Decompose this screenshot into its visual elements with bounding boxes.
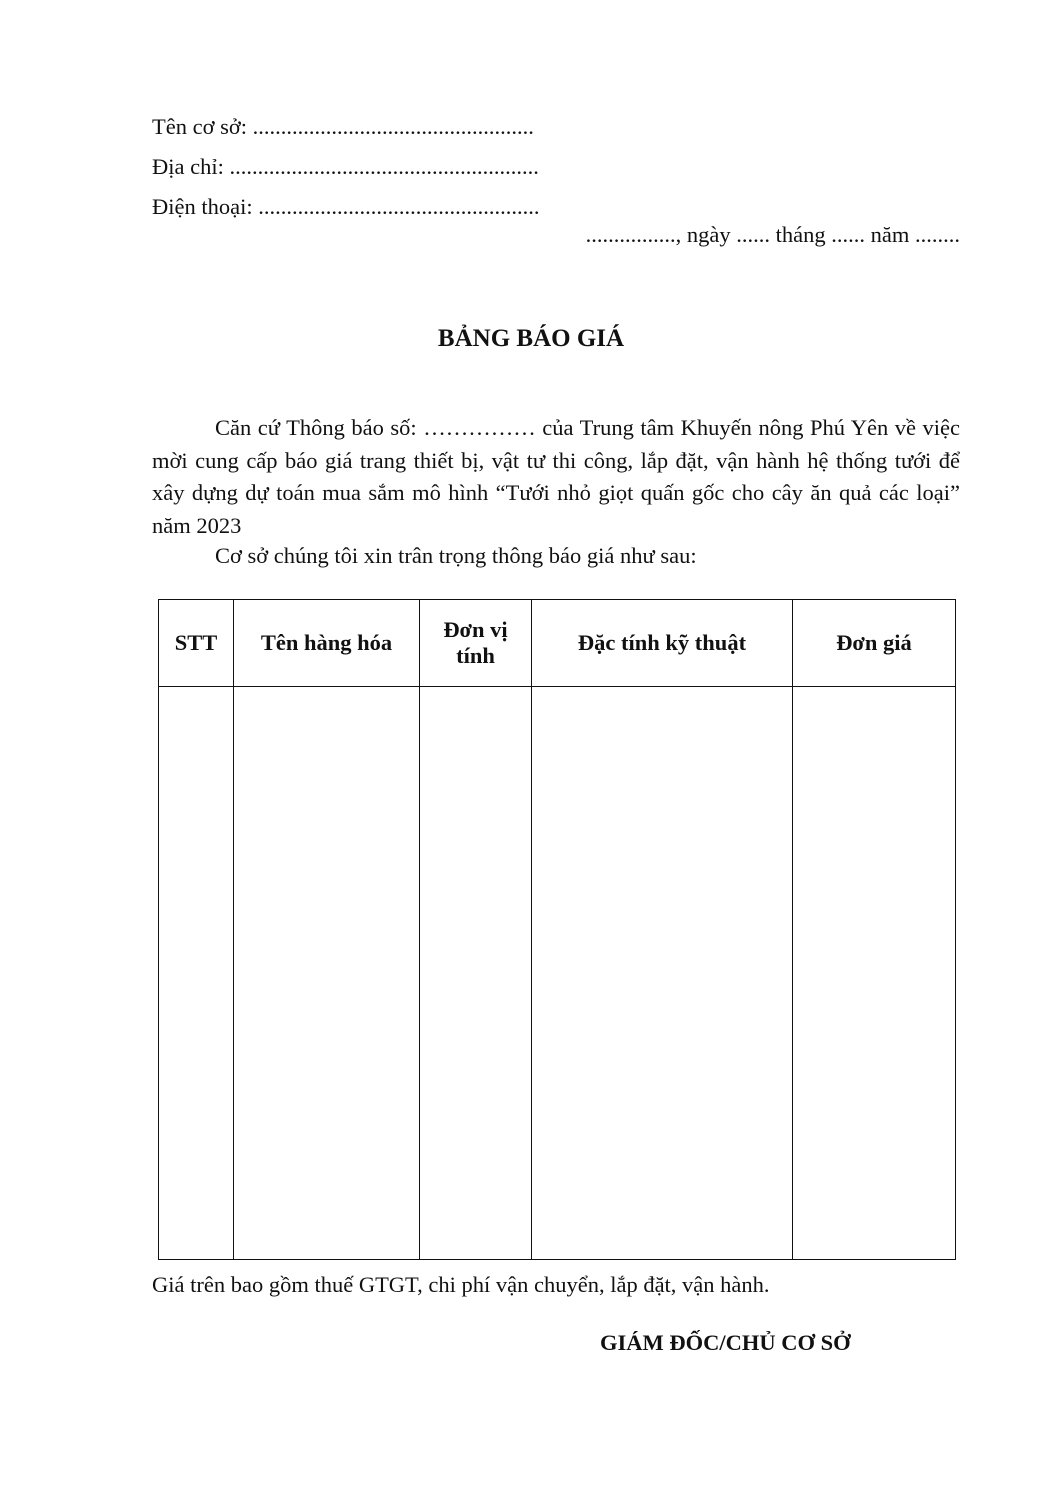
cell-unit-price bbox=[793, 687, 956, 1260]
header-item-name: Tên hàng hóa bbox=[234, 600, 420, 687]
address-line: Địa chỉ: ....................................................... bbox=[152, 154, 539, 179]
header-unit: Đơn vị tính bbox=[420, 600, 532, 687]
cell-stt bbox=[159, 687, 234, 1260]
intro-paragraph-2: Cơ sở chúng tôi xin trân trọng thông báo giá như sau: bbox=[215, 543, 697, 568]
phone-line: Điện thoại: .................................................. bbox=[152, 194, 540, 219]
document-title: BẢNG BÁO GIÁ bbox=[437, 325, 625, 352]
price-note: Giá trên bao gồm thuế GTGT, chi phí vận chuyển, lắp đặt, vận hành. bbox=[152, 1272, 770, 1297]
header-stt: STT bbox=[159, 600, 234, 687]
cell-specs bbox=[532, 687, 793, 1260]
header-specs: Đặc tính kỹ thuật bbox=[532, 600, 793, 687]
cell-unit bbox=[420, 687, 532, 1260]
intro-paragraph: Căn cứ Thông báo số: …………… của Trung tâm Khuyến nông Phú Yên về việc mời cung cấp báo giá trang thiết bị, vật tư thi công, lắp đặt, vận hành hệ thống tưới để xây dựng dự toán mua sắm mô hình “Tưới nhỏ giọt quấn gốc cho cây ăn quả các loại” năm 2023 bbox=[152, 415, 960, 538]
signature-title: GIÁM ĐỐC/CHỦ CƠ SỞ bbox=[600, 1330, 851, 1355]
date-line: ................, ngày ...... tháng ...... năm ........ bbox=[585, 222, 960, 247]
table-header-row bbox=[159, 600, 956, 687]
cell-item-name bbox=[234, 687, 420, 1260]
facility-name-line: Tên cơ sở: .................................................. bbox=[152, 114, 534, 139]
header-unit-price: Đơn giá bbox=[793, 600, 956, 687]
price-table bbox=[158, 599, 956, 1260]
table-row bbox=[159, 687, 956, 1260]
